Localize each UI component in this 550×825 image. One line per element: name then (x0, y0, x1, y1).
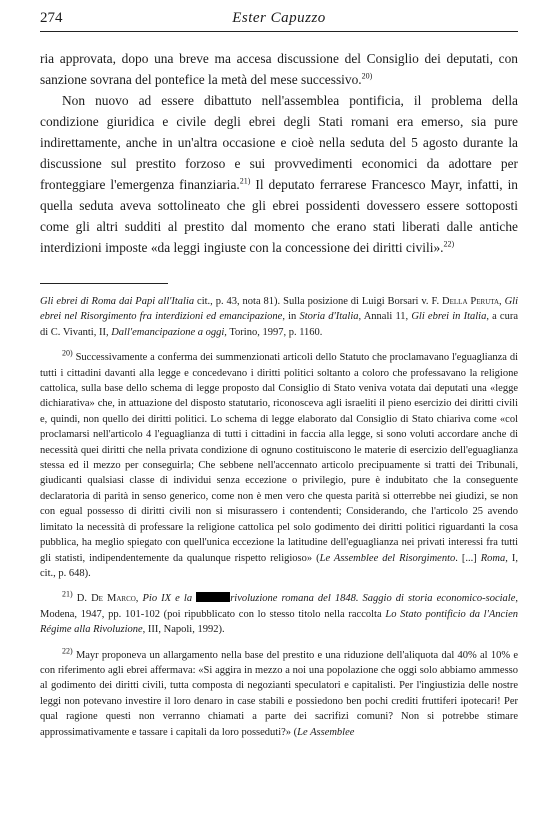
footnote-20-text: Successivamente a conferma dei summenzionati articoli dello Statuto che proclamavano l'eguaglianza di tutti i cittadini davanti alla legge e concedevano i diritti politici soltanto a coloro che professavano la religione cattolica, sulla base dello schema di legge proposto dal Consiglio di Stato veniva votata dai deputati una «legge dichiarativa» che, in attuazione del disposto statutario, riconosceva agli israeliti il pieno esercizio dei diritti civili e, quindi, non quello dei diritti politici. Lo schema di legge elaborato dal Consiglio di Stato chiariva come «col proclamarsi nell'articolo 4 l'eguaglianza di tutti i cittadini in faccia alla legge, si sono voluti accordare anche di necessità quei diritti che nella privata condizione di ognuno costituiscono le materie di esercizio dell'eguaglianza stessa ed il mezzo per conseguirla; Che sebbene nell'accennato articolo precipuamente si tratti dei Tribunali, giudicanti qualsiasi classe di individui senza eccezione o privilegio, pure è indubitato che la conseguente declaratoria di parità in senso generico, come non è men vero che questa parità si otterrebbe nei giudizi, se non con egual possesso di diritti civili non si misurassero i contendenti; Considerando, che l'articolo 25 avendo limitato la necessità di professare la religione cattolica pel solo godimento dei diritti politici riguardanti la cosa pubblica, ha meglio spiegato con quell'unica eccezione la latitudine dell'eguaglianza nei privati interessi fra tutti gli statisti, indipendentemente da qualunque rispetto religioso» ( (40, 352, 518, 564)
footnote-21-text-b: , Modena, 1947, pp. 101-102 (poi ripubblicato con lo stesso titolo nella raccolta (40, 593, 518, 620)
paragraph-1-text: ria approvata, dopo una breve ma accesa discussione del Consiglio dei deputati, con sanzione sovrana del pontefice la metà del mese successivo. (40, 51, 518, 87)
main-text (40, 48, 518, 258)
footnote-continuation (40, 294, 518, 340)
footnote-ref-22: 22) (443, 239, 455, 249)
footnote-20-text-b: . [...] (455, 552, 481, 564)
running-header (40, 10, 518, 30)
cont-author: F. Della Peruta (431, 296, 500, 307)
cont-text-f: , a cura di C. Vivanti, II, (40, 311, 518, 338)
cont-title: Gli ebrei nel Risorgimento fra interdizioni ed emancipazione (40, 296, 518, 323)
footnote-21-title-a: Pio IX e la (142, 593, 197, 605)
footnote-21-title-b: rivoluzione romana del 1848. Saggio di storia economico-sociale (230, 593, 516, 605)
cont-text-c: , (499, 296, 505, 307)
cont-text-g: , Torino, 1997, p. 1160. (224, 326, 323, 338)
footnote-20-number: 20) (62, 348, 73, 358)
note-gap (40, 340, 518, 350)
footnote-21-text-c: , III, Napoli, 1992). (142, 624, 225, 636)
header-rule (40, 31, 518, 32)
footnote-20-city: Roma (480, 552, 506, 564)
footnote-21-author: D. De Marco (76, 593, 136, 605)
cont-title-a: Gli ebrei di Roma dai Papi all'Italia (40, 296, 195, 307)
footnotes (40, 294, 518, 740)
footnote-20-source: Le Assemblee del Risorgimento (319, 552, 456, 564)
paragraph-2 (40, 90, 518, 258)
cont-text-e: , Annali 11, (358, 311, 412, 323)
footnote-21-number: 21) (62, 589, 73, 599)
cont-subtitle: Dall'emancipazione a oggi (111, 326, 225, 338)
footnote-22-source: Le Assemblee (297, 726, 355, 738)
paragraph-1 (40, 48, 518, 90)
paragraph-2-text-a: Non nuovo ad essere dibattuto nell'assemblea pontificia, il problema della condizione giuridica e civile degli ebrei degli Stati romani era emerso, sia pure indirettamente, anche in un'altra occasione e cioè nella seduta del 5 agosto durante la discussione sul prestito forzoso e sui provvedimenti economici da adottare per fronteggiare l'emergenza finanziaria. (40, 93, 518, 192)
footnote-22 (40, 648, 518, 740)
cont-volume: Gli ebrei in Italia (411, 311, 487, 323)
footnote-ref-20: 20) (361, 71, 373, 81)
footnote-22-text: Mayr proponeva un allargamento nella base del prestito e una riduzione dell'aliquota dal 40% al 10% e con riferimento agli ebrei affermava: «Si aggira in mezzo a noi una popolazione che oggi solo abbiamo ammesso al godimento dei diritti civili, tutta composta di negozianti speculatori e capitalisti. Per l'ingiustizia delle nostre leggi non potevano investire il loro denaro in case stabili e possiedono ben pochi crediti fruttiferi ipotecari! Per qual ragione questi non verranno chiamati a parte dei sacrifizi comuni? Non si potrebbe stimare approssimativamente e tassare i capitali da loro posseduti?» ( (40, 649, 519, 738)
footnote-21-text-a: , (135, 593, 143, 605)
footnote-20 (40, 350, 518, 581)
cont-text-b: cit., p. 43, nota 81). Sulla posizione di Luigi Borsari v. (194, 296, 432, 307)
page-number: 274 (40, 10, 63, 26)
footnote-21-collection: Lo Stato pontificio da l'Ancien Régime alla Rivoluzione (40, 608, 518, 636)
paragraph-2-text-b: Il deputato ferrarese Francesco Mayr, infatti, in quella seduta aveva sottolineato che gli ebrei possidenti dovessero essere sottoposti come gli altri sudditi al prestito dal momento che erano stati liberati dalle antiche interdizioni imposte «da leggi ingiuste con la concessione dei diritti civili». (40, 177, 518, 255)
footnote-ref-21: 21) (239, 176, 251, 186)
footnote-22-number: 22) (62, 646, 73, 656)
footnote-rule (40, 283, 168, 284)
running-head-author: Ester Capuzzo (232, 10, 326, 26)
cont-series: Storia d'Italia (299, 311, 359, 323)
redaction-bar (196, 592, 230, 602)
cont-text-d: , in (282, 311, 300, 323)
note-gap (40, 638, 518, 648)
footnote-21 (40, 591, 518, 637)
footnote-20-text-c: , I, cit., p. 648). (40, 552, 518, 579)
note-gap (40, 581, 518, 591)
